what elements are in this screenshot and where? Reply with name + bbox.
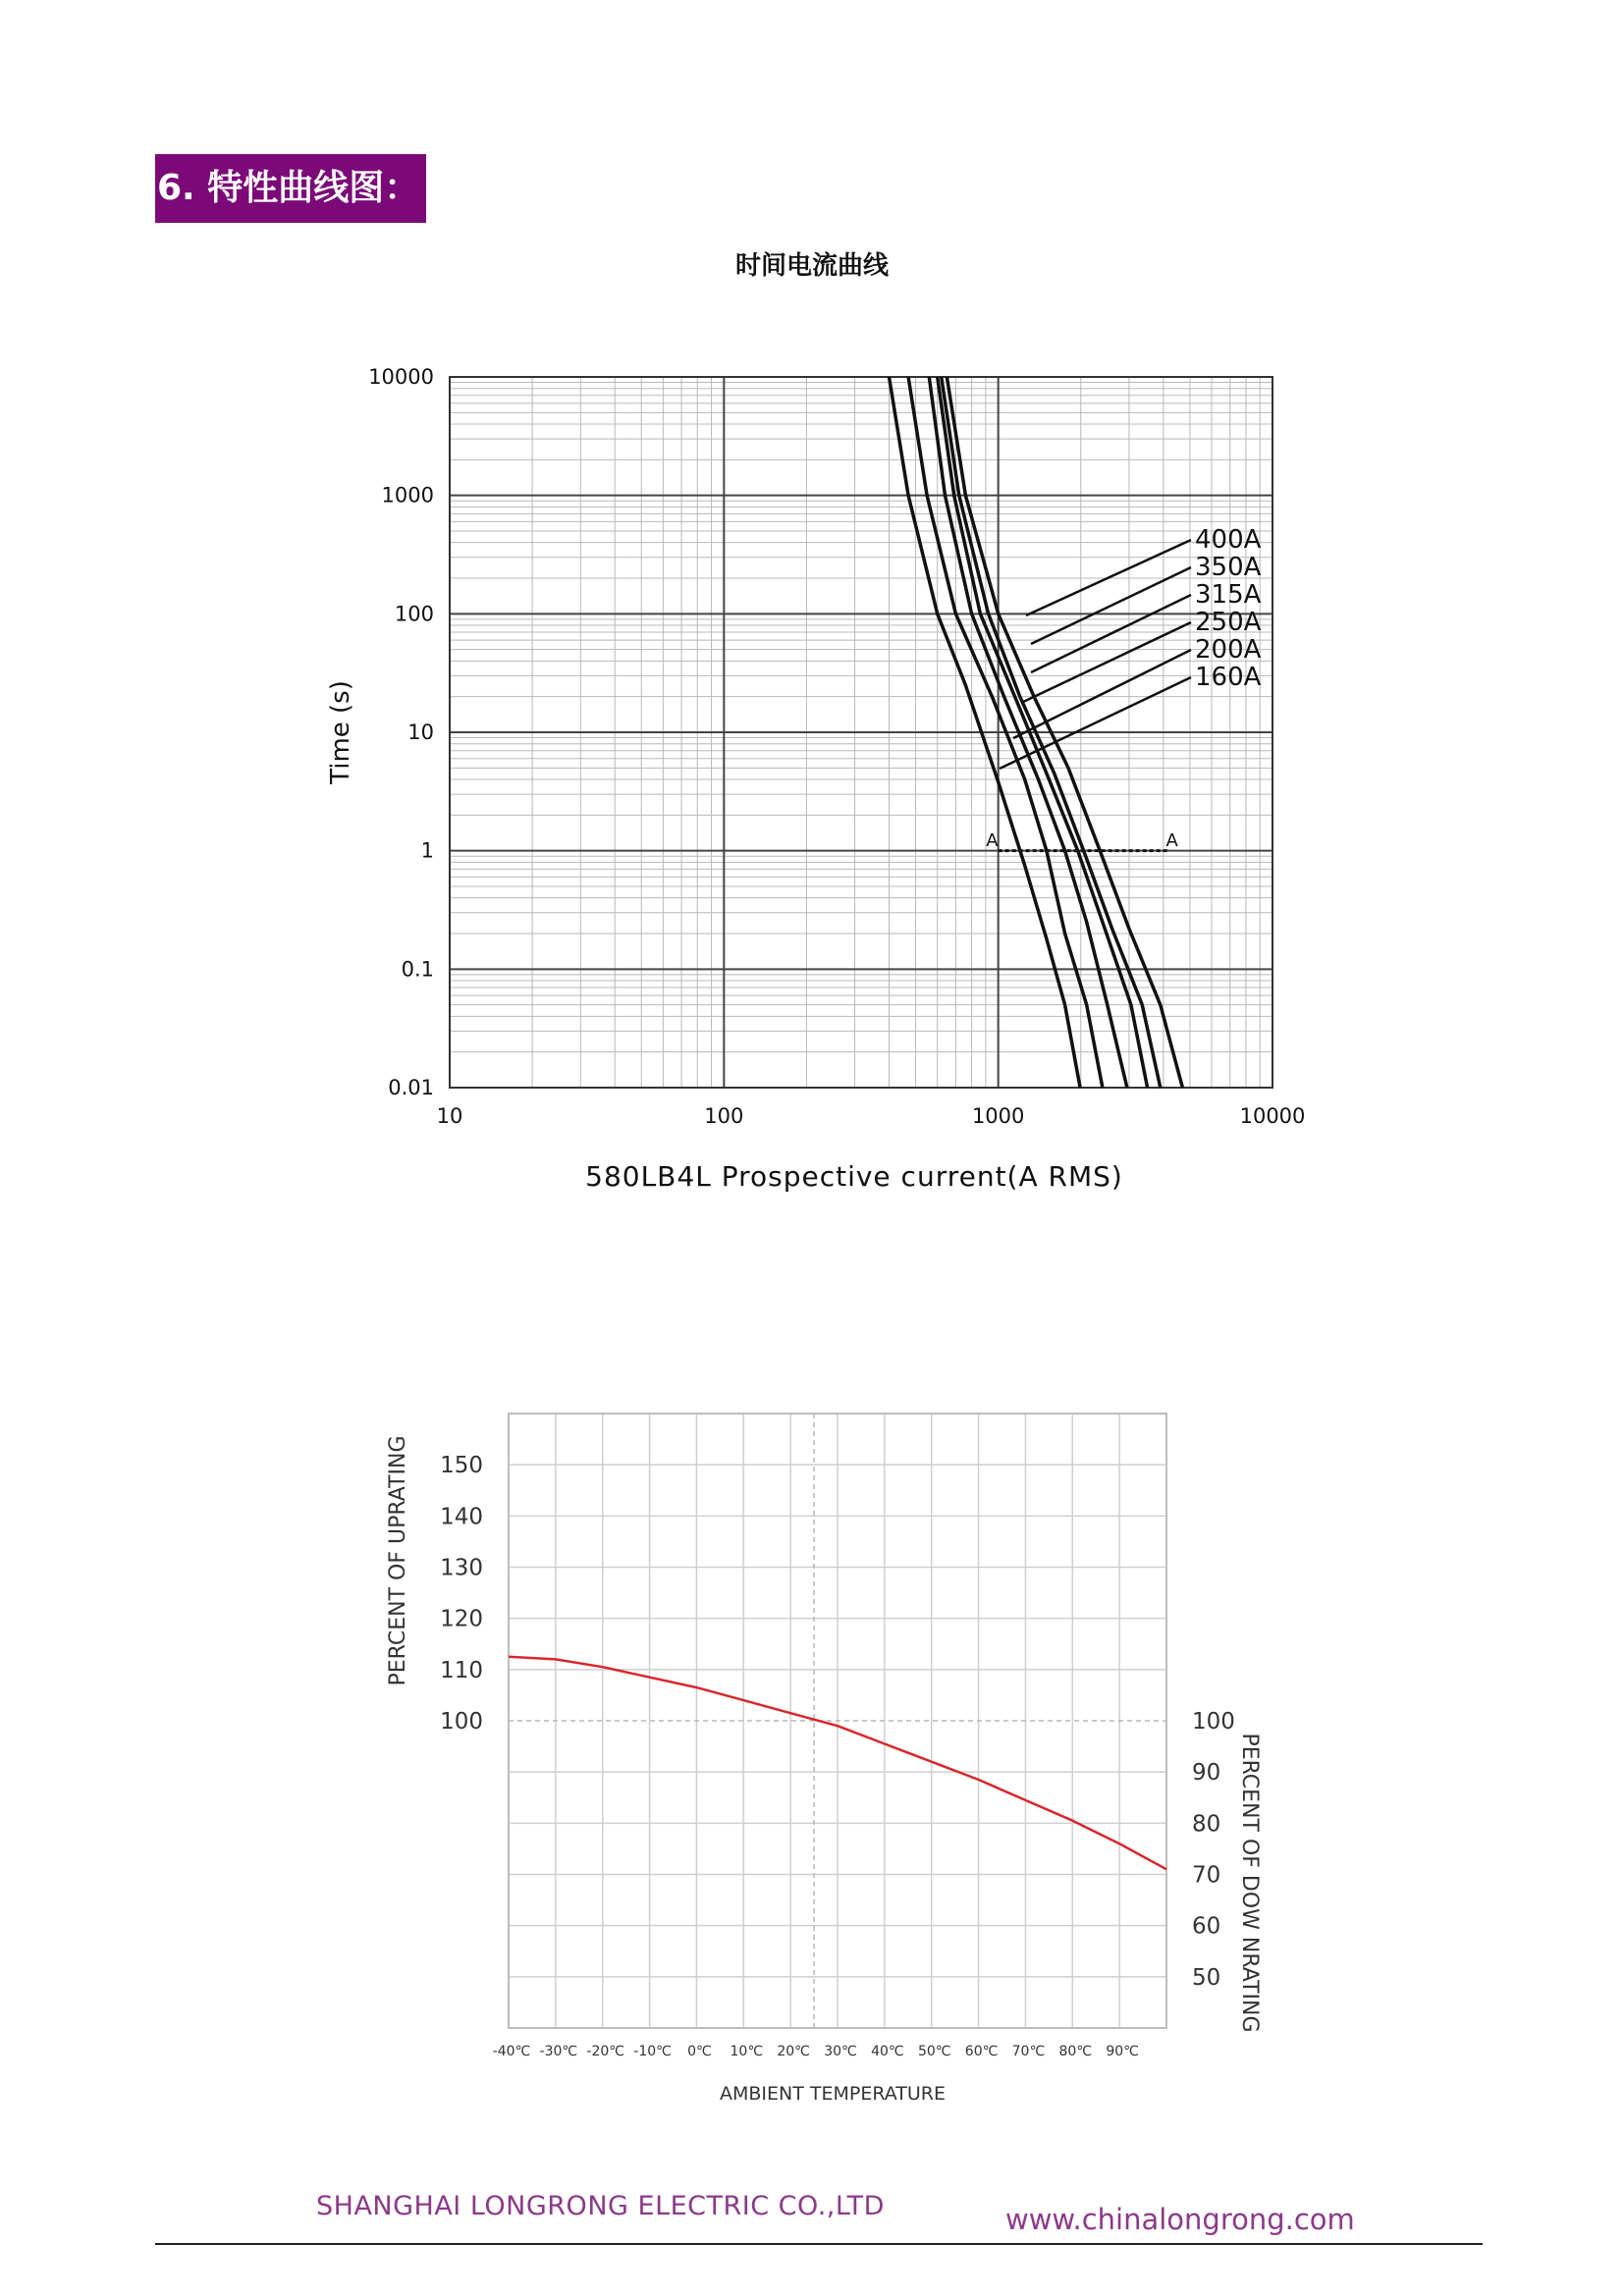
y-tick-label: 100 bbox=[394, 602, 434, 626]
y2-axis-label: PERCENT OF DOW NRATING bbox=[1237, 1733, 1262, 2033]
footer-rule bbox=[155, 2243, 1483, 2245]
y2-tick-label: 70 bbox=[1192, 1862, 1221, 1889]
legend-label-250A: 250A bbox=[1195, 608, 1262, 637]
y2-tick-label: 50 bbox=[1192, 1964, 1221, 1991]
footer-company: SHANGHAI LONGRONG ELECTRIC CO.,LTD bbox=[316, 2191, 885, 2221]
x-tick-label: 20℃ bbox=[777, 2044, 810, 2059]
y-tick-label: 10000 bbox=[368, 365, 434, 389]
legend-label-400A: 400A bbox=[1195, 525, 1262, 555]
y2-tick-label: 60 bbox=[1192, 1913, 1221, 1940]
y-tick-label: 0.1 bbox=[401, 957, 434, 982]
x-axis-label: 580LB4L Prospective current(A RMS) bbox=[585, 1160, 1123, 1193]
legend-label-315A: 315A bbox=[1195, 580, 1262, 610]
x-tick-label: 40℃ bbox=[871, 2044, 904, 2059]
x-tick-label: 10000 bbox=[1239, 1104, 1306, 1128]
x-tick-label: -20℃ bbox=[586, 2044, 625, 2059]
y-tick-label: 140 bbox=[440, 1504, 483, 1530]
legend-leader-line bbox=[1026, 540, 1191, 615]
section-heading: 6. 特性曲线图： bbox=[155, 154, 426, 223]
y-axis-label: Time (s) bbox=[326, 680, 355, 784]
y-tick-label: 0.01 bbox=[388, 1076, 434, 1099]
y-tick-label: 110 bbox=[440, 1657, 483, 1683]
x-tick-label: 70℃ bbox=[1011, 2044, 1046, 2059]
x-tick-label: 1000 bbox=[971, 1104, 1025, 1128]
y-tick-label: 100 bbox=[440, 1709, 483, 1735]
x-tick-label: 80℃ bbox=[1058, 2044, 1093, 2059]
y-tick-label: 150 bbox=[440, 1453, 483, 1479]
y-tick-label: 10 bbox=[407, 721, 434, 744]
y-axis-label: PERCENT OF UPRATING bbox=[386, 1435, 410, 1686]
x-tick-label: 50℃ bbox=[917, 2044, 951, 2059]
time-current-chart bbox=[0, 334, 1624, 1217]
y-tick-label: 120 bbox=[440, 1606, 483, 1632]
x-tick-label: 10 bbox=[436, 1104, 463, 1128]
legend-label-350A: 350A bbox=[1195, 553, 1262, 582]
footer-url[interactable]: www.chinalongrong.com bbox=[1005, 2203, 1355, 2236]
y-tick-label: 1 bbox=[420, 838, 434, 863]
x-tick-label: -30℃ bbox=[539, 2044, 578, 2059]
x-tick-label: -40℃ bbox=[492, 2044, 531, 2059]
x-tick-label: -10℃ bbox=[633, 2044, 672, 2059]
x-tick-label: 90℃ bbox=[1106, 2044, 1139, 2059]
y2-tick-label: 80 bbox=[1192, 1811, 1221, 1838]
y-tick-label: 1000 bbox=[381, 483, 434, 507]
legend-leader-line bbox=[1000, 677, 1191, 769]
y2-tick-label: 90 bbox=[1192, 1760, 1221, 1787]
annotation-label: A bbox=[1165, 830, 1178, 852]
x-axis-label: AMBIENT TEMPERATURE bbox=[719, 2083, 947, 2105]
y2-tick-label: 100 bbox=[1192, 1709, 1235, 1735]
temperature-rating-chart bbox=[0, 1374, 1624, 2120]
legend-label-200A: 200A bbox=[1195, 635, 1262, 665]
chart-title: 时间电流曲线 bbox=[734, 251, 889, 281]
x-tick-label: 100 bbox=[704, 1104, 744, 1128]
x-tick-label: 0℃ bbox=[687, 2044, 712, 2059]
legend-label-160A: 160A bbox=[1195, 663, 1262, 692]
x-tick-label: 30℃ bbox=[824, 2044, 857, 2059]
x-tick-label: 10℃ bbox=[730, 2044, 764, 2059]
annotation-label: A bbox=[986, 830, 999, 852]
x-tick-label: 60℃ bbox=[964, 2044, 999, 2059]
y-tick-label: 130 bbox=[440, 1555, 483, 1581]
